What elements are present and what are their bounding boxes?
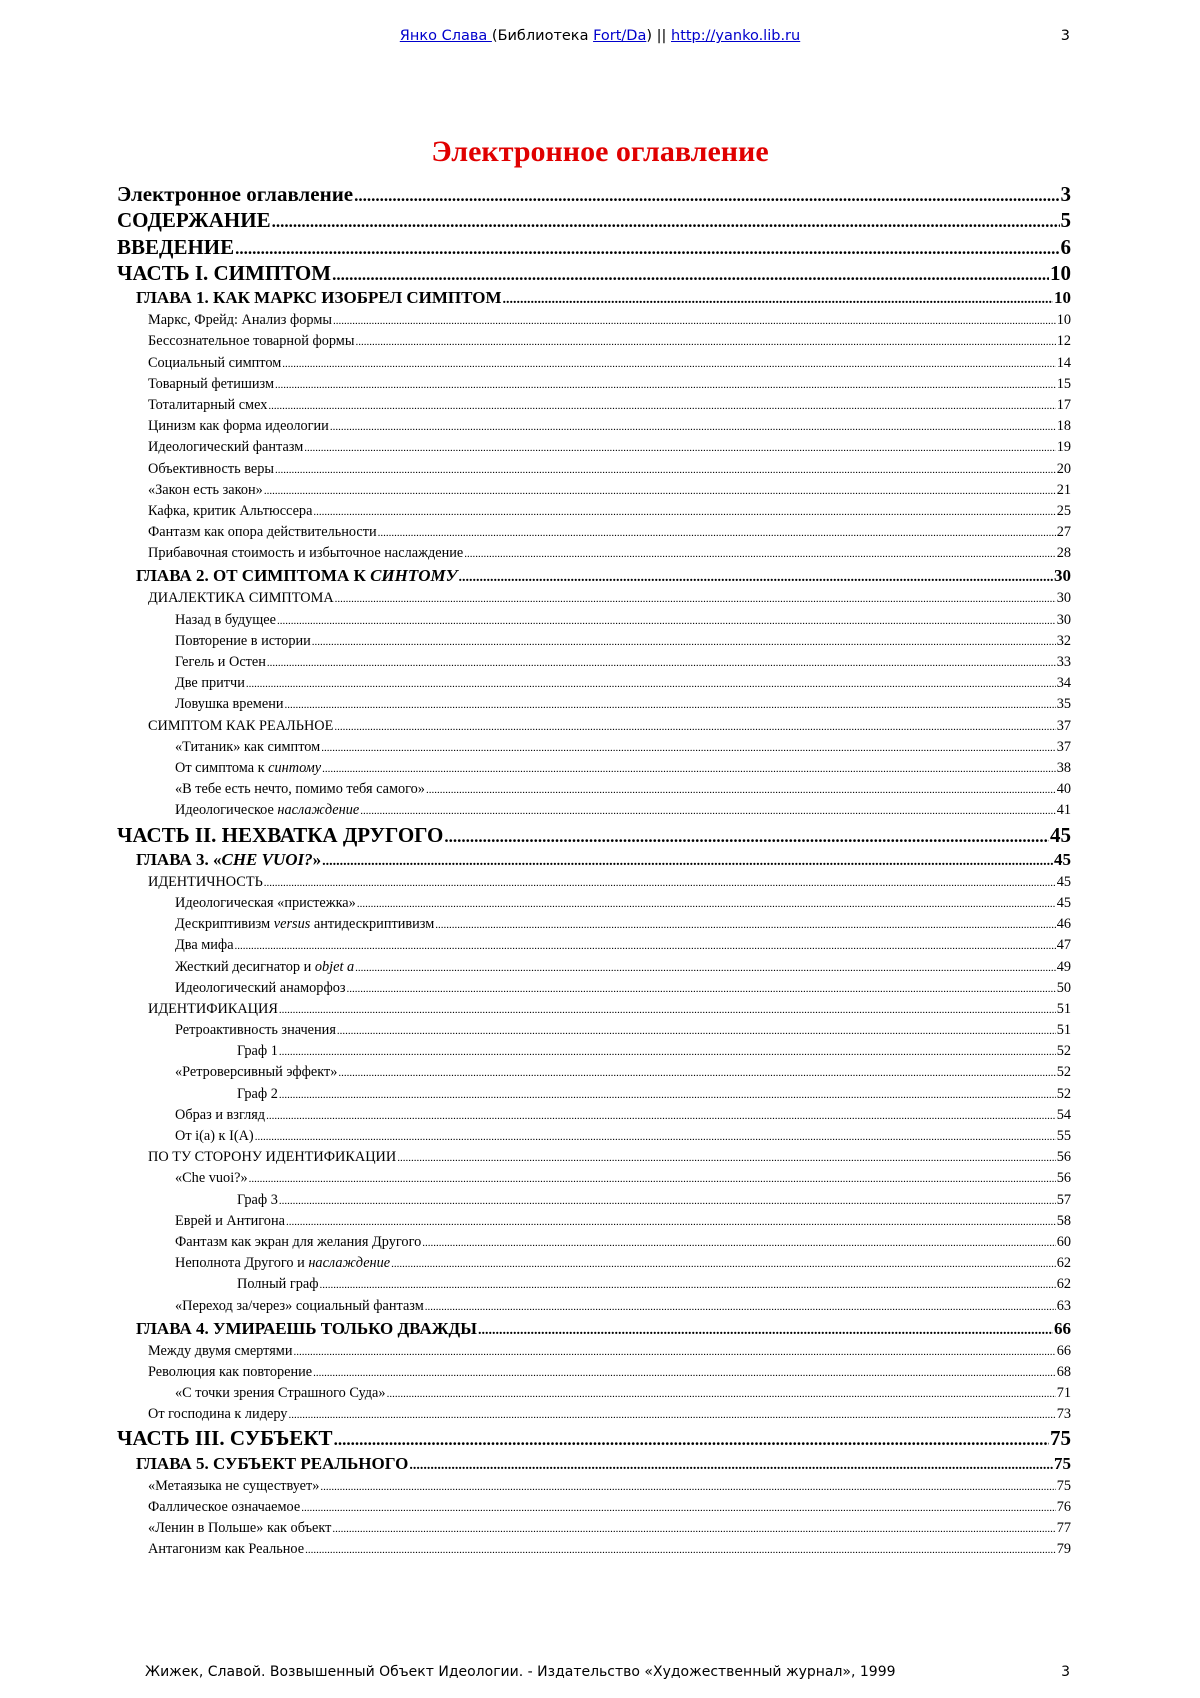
page-header: [0, 28, 1200, 52]
toc-entry-label: СИМПТОМ КАК РЕАЛЬНОЕ: [148, 717, 334, 734]
toc-entry-label: Антагонизм как Реальное: [148, 1541, 305, 1558]
toc-entry-page: 79: [1056, 1541, 1071, 1558]
toc-entry[interactable]: [117, 822, 1071, 848]
toc-entry-label: ЧАСТЬ II. НЕХВАТКА ДРУГОГО: [117, 822, 444, 847]
toc-entry[interactable]: [117, 1105, 1071, 1126]
toc-entry[interactable]: [117, 1211, 1071, 1232]
toc-entry-page: 58: [1056, 1212, 1071, 1229]
toc-leader-dots: [422, 1233, 1055, 1254]
toc-leader-dots: [444, 824, 1049, 850]
toc-leader-dots: [285, 695, 1056, 716]
toc-entry-label: Фантазм как опора действительности: [148, 524, 377, 541]
toc-entry-page: 19: [1056, 439, 1071, 456]
toc-entry-page: 45: [1056, 894, 1071, 911]
toc-leader-dots: [320, 1275, 1056, 1296]
toc-entry[interactable]: [117, 1497, 1071, 1518]
toc-entry[interactable]: [117, 310, 1071, 331]
toc-entry[interactable]: [117, 1232, 1071, 1253]
toc-entry-page: 3: [1060, 182, 1071, 206]
toc-entry-label: Дескриптивизм versus антидескриптивизм: [175, 916, 435, 933]
toc-entry-label: ГЛАВА 2. ОТ СИМПТОМА К СИНТОМУ: [136, 566, 458, 586]
toc-entry-label: Граф 3: [237, 1191, 278, 1208]
toc-leader-dots: [305, 1540, 1056, 1561]
toc-entry-label: Жесткий десигнатор и objet a: [175, 958, 355, 975]
toc-entry-page: 62: [1056, 1276, 1071, 1293]
toc-leader-dots: [322, 759, 1056, 780]
toc-entry-label: «Переход за/через» социальный фантазм: [175, 1297, 424, 1314]
header-page-number: 3: [1060, 28, 1070, 44]
toc-entry-label: Назад в будущее: [175, 611, 276, 628]
toc-leader-dots: [264, 481, 1056, 502]
toc-leader-dots: [304, 438, 1055, 459]
toc-entry-page: 41: [1056, 802, 1071, 819]
toc-entry-label: ПО ТУ СТОРОНУ ИДЕНТИФИКАЦИИ: [148, 1149, 397, 1166]
toc-leader-dots: [458, 566, 1053, 590]
toc-entry-page: 25: [1056, 502, 1071, 519]
toc-entry-page: 75: [1056, 1477, 1071, 1494]
toc-entry[interactable]: [117, 234, 1071, 260]
toc-entry-page: 30: [1056, 611, 1071, 628]
toc-entry-label: Идеологическое наслаждение: [175, 802, 360, 819]
toc-entry-label: ИДЕНТИЧНОСТЬ: [148, 873, 263, 890]
toc-entry-label: ДИАЛЕКТИКА СИМПТОМА: [148, 590, 334, 607]
toc-entry-label: Полный граф: [237, 1276, 319, 1293]
toc-entry-page: 75: [1050, 1426, 1071, 1451]
toc-entry[interactable]: [117, 1190, 1071, 1211]
site-link[interactable]: http://yanko.lib.ru: [671, 28, 801, 44]
toc-entry-page: 54: [1056, 1106, 1071, 1123]
toc-entry-page: 50: [1056, 979, 1071, 996]
toc-leader-dots: [293, 1342, 1055, 1363]
toc-entry-page: 5: [1060, 208, 1071, 233]
toc-entry[interactable]: [117, 374, 1071, 395]
toc-leader-dots: [355, 958, 1056, 979]
toc-entry-label: Неполнота Другого и наслаждение: [175, 1255, 391, 1272]
toc-entry[interactable]: [117, 800, 1071, 821]
toc-leader-dots: [355, 332, 1055, 353]
toc-leader-dots: [255, 1127, 1056, 1148]
toc-entry[interactable]: [117, 1062, 1071, 1083]
toc-entry[interactable]: [117, 737, 1071, 758]
toc-entry-page: 30: [1056, 590, 1071, 607]
toc-leader-dots: [267, 653, 1056, 674]
toc-leader-dots: [337, 1021, 1056, 1042]
toc-leader-dots: [279, 1042, 1056, 1063]
toc-entry[interactable]: [117, 1341, 1071, 1362]
toc-leader-dots: [391, 1254, 1056, 1275]
toc-entry[interactable]: [117, 522, 1071, 543]
toc-entry-page: 12: [1056, 333, 1071, 350]
toc-entry-label: Ретроактивность значения: [175, 1022, 336, 1039]
toc-entry-page: 62: [1056, 1255, 1071, 1272]
toc-entry-label: «В тебе есть нечто, помимо тебя самого»: [175, 781, 425, 798]
toc-entry-page: 6: [1060, 234, 1071, 259]
toc-leader-dots: [397, 1148, 1056, 1169]
toc-entry[interactable]: [117, 779, 1071, 800]
toc-entry-label: От i(a) к I(A): [175, 1128, 254, 1145]
toc-leader-dots: [313, 502, 1055, 523]
toc-entry[interactable]: [117, 1404, 1071, 1425]
toc-entry-label: СОДЕРЖАНИЕ: [117, 208, 271, 233]
toc-entry[interactable]: [117, 1041, 1071, 1062]
toc-entry[interactable]: [117, 957, 1071, 978]
toc-entry[interactable]: [117, 1020, 1071, 1041]
toc-leader-dots: [301, 1498, 1055, 1519]
toc-entry-page: 57: [1056, 1191, 1071, 1208]
toc-entry[interactable]: [117, 353, 1071, 374]
toc-leader-dots: [286, 1212, 1056, 1233]
toc-leader-dots: [464, 544, 1055, 565]
toc-entry-page: 52: [1056, 1085, 1071, 1102]
toc-entry-label: ВВЕДЕНИЕ: [117, 234, 235, 259]
toc-entry-page: 27: [1056, 524, 1071, 541]
toc-entry-label: Идеологическая «пристежка»: [175, 894, 356, 911]
toc-entry-page: 49: [1056, 958, 1071, 975]
toc-leader-dots: [312, 632, 1056, 653]
toc-entry[interactable]: [117, 1168, 1071, 1189]
toc-entry[interactable]: [117, 694, 1071, 715]
toc-leader-dots: [333, 311, 1056, 332]
toc-entry-page: 63: [1056, 1297, 1071, 1314]
toc-entry[interactable]: [117, 501, 1071, 522]
toc-entry-label: Революция как повторение: [148, 1363, 313, 1380]
footer-citation: Жижек, Славой. Возвышенный Объект Идеологии. - Издательство «Художественный журнал», 1999: [145, 1664, 896, 1680]
toc-entry-page: 46: [1056, 916, 1071, 933]
toc-leader-dots: [275, 375, 1056, 396]
toc-entry[interactable]: [117, 588, 1071, 609]
toc-entry-page: 73: [1056, 1406, 1071, 1423]
toc-entry[interactable]: [117, 1084, 1071, 1105]
toc-leader-dots: [246, 674, 1056, 695]
toc-entry-page: 10: [1056, 312, 1071, 329]
toc-entry-label: ГЛАВА 1. КАК МАРКС ИЗОБРЕЛ СИМПТОМ: [136, 288, 502, 308]
toc-entry[interactable]: [117, 1476, 1071, 1497]
toc-entry-label: Две притчи: [175, 675, 245, 692]
toc-entry-page: 56: [1056, 1170, 1071, 1187]
toc-title: Электронное оглавление: [431, 135, 769, 168]
toc-entry[interactable]: [117, 395, 1071, 416]
toc-entry-label: Электронное оглавление: [117, 182, 354, 206]
toc-entry[interactable]: [117, 978, 1071, 999]
toc-entry-label: «Закон есть закон»: [148, 481, 263, 498]
toc-entry-page: 66: [1054, 1318, 1071, 1338]
toc-entry[interactable]: [117, 1296, 1071, 1317]
footer-page-number: 3: [1061, 1664, 1070, 1680]
toc-entry[interactable]: [117, 914, 1071, 935]
toc-leader-dots: [478, 1319, 1053, 1343]
toc-leader-dots: [426, 780, 1056, 801]
toc-entry-page: 34: [1056, 675, 1071, 692]
toc-entry-label: Граф 1: [237, 1043, 278, 1060]
toc-entry-label: Прибавочная стоимость и избыточное наслаждение: [148, 545, 464, 562]
toc-entry-label: ГЛАВА 3. «CHE VUOI?»: [136, 849, 322, 869]
toc-entry[interactable]: [117, 716, 1071, 737]
toc-entry-label: Граф 2: [237, 1085, 278, 1102]
toc-leader-dots: [338, 1063, 1055, 1084]
toc-entry[interactable]: [117, 437, 1071, 458]
toc-entry-page: 21: [1056, 481, 1071, 498]
toc-entry[interactable]: [117, 652, 1071, 673]
toc-entry[interactable]: [117, 1274, 1071, 1295]
toc-entry-label: От симптома к синтому: [175, 759, 322, 776]
toc-leader-dots: [332, 1519, 1055, 1540]
toc-entry-label: Объективность веры: [148, 460, 274, 477]
toc-entry[interactable]: [117, 1317, 1071, 1341]
toc-entry-page: 51: [1056, 1022, 1071, 1039]
toc-entry-page: 10: [1054, 288, 1071, 308]
toc-entry-page: 14: [1056, 354, 1071, 371]
toc-entry[interactable]: [117, 543, 1071, 564]
toc-leader-dots: [334, 1427, 1049, 1453]
toc-entry[interactable]: [117, 999, 1071, 1020]
toc-entry-page: 18: [1056, 418, 1071, 435]
toc-entry[interactable]: [117, 1126, 1071, 1147]
toc-entry[interactable]: [117, 1147, 1071, 1168]
toc-leader-dots: [277, 611, 1056, 632]
toc-entry-page: 45: [1054, 849, 1071, 869]
toc-entry-label: Фаллическое означаемое: [148, 1498, 301, 1515]
toc-leader-dots: [409, 1454, 1053, 1478]
toc-entry-label: Фантазм как экран для желания Другого: [175, 1233, 422, 1250]
toc-entry-page: 15: [1056, 375, 1071, 392]
library-link[interactable]: Fort/Da: [593, 28, 647, 44]
toc-entry-page: 10: [1050, 260, 1071, 285]
library-suffix: ) ||: [646, 28, 671, 44]
toc-entry[interactable]: [117, 1539, 1071, 1560]
toc-entry-page: 71: [1056, 1385, 1071, 1402]
toc-entry[interactable]: [117, 286, 1071, 310]
toc-entry-label: «Che vuoi?»: [175, 1170, 248, 1187]
toc-entry[interactable]: [117, 564, 1071, 588]
toc-entry[interactable]: [117, 1383, 1071, 1404]
toc-entry[interactable]: [117, 459, 1071, 480]
toc-leader-dots: [503, 288, 1053, 312]
toc-entry[interactable]: [117, 848, 1071, 872]
toc-entry-label: Тоталитарный смех: [148, 396, 268, 413]
toc-entry-label: «С точки зрения Страшного Суда»: [175, 1385, 386, 1402]
toc-entry-label: «Ленин в Польше» как объект: [148, 1520, 332, 1537]
toc-entry-page: 56: [1056, 1149, 1071, 1166]
toc-leader-dots: [347, 979, 1056, 1000]
toc-leader-dots: [321, 738, 1056, 759]
toc-leader-dots: [335, 589, 1056, 610]
toc-leader-dots: [313, 1363, 1056, 1384]
toc-entry-page: 40: [1056, 781, 1071, 798]
toc-entry-label: Гегель и Остен: [175, 654, 266, 670]
library-prefix: (Библиотека: [491, 28, 594, 44]
toc-entry-label: Ловушка времени: [175, 696, 284, 713]
toc-entry-label: Образ и взгляд: [175, 1106, 266, 1123]
toc-entry-page: 35: [1056, 696, 1071, 713]
toc-entry[interactable]: [117, 331, 1071, 352]
toc-entry-label: Товарный фетишизм: [148, 375, 275, 392]
toc-leader-dots: [282, 354, 1055, 375]
toc-entry-page: 37: [1056, 717, 1071, 734]
toc-entry[interactable]: [117, 480, 1071, 501]
toc-entry[interactable]: [117, 758, 1071, 779]
toc-leader-dots: [354, 183, 1059, 209]
toc-entry[interactable]: [117, 416, 1071, 437]
toc-entry-page: 37: [1056, 738, 1071, 755]
toc-entry-label: «Титаник» как симптом: [175, 738, 321, 755]
toc-leader-dots: [357, 894, 1056, 915]
toc-entry[interactable]: [117, 610, 1071, 631]
toc-entry[interactable]: [117, 673, 1071, 694]
toc-entry-page: 76: [1056, 1498, 1071, 1515]
toc-entry[interactable]: [117, 207, 1071, 233]
toc-entry-label: ГЛАВА 5. СУБЪЕКТ РЕАЛЬНОГО: [136, 1453, 409, 1473]
toc-entry-page: 47: [1056, 937, 1071, 954]
toc-entry-page: 20: [1056, 460, 1071, 477]
toc-entry-page: 75: [1054, 1453, 1071, 1473]
table-of-contents: [117, 181, 1071, 1561]
toc-leader-dots: [288, 1405, 1055, 1426]
toc-leader-dots: [235, 236, 1059, 262]
toc-entry[interactable]: [117, 1518, 1071, 1539]
toc-entry-label: ЧАСТЬ I. СИМПТОМ: [117, 260, 332, 285]
toc-leader-dots: [320, 1477, 1055, 1498]
toc-entry-page: 38: [1056, 759, 1071, 776]
toc-entry-label: Цинизм как форма идеологии: [148, 418, 329, 435]
toc-entry-page: 66: [1056, 1342, 1071, 1359]
toc-entry-page: 51: [1056, 1000, 1071, 1017]
toc-entry-page: 52: [1056, 1043, 1071, 1060]
toc-entry-page: 60: [1056, 1233, 1071, 1250]
toc-entry-label: ИДЕНТИФИКАЦИЯ: [148, 1000, 278, 1017]
toc-entry-label: Социальный симптом: [148, 354, 282, 371]
toc-leader-dots: [378, 523, 1056, 544]
header-citation: [0, 28, 1200, 44]
toc-entry[interactable]: [117, 631, 1071, 652]
toc-leader-dots: [272, 209, 1060, 235]
toc-leader-dots: [279, 1085, 1056, 1106]
toc-entry-page: 52: [1056, 1064, 1071, 1081]
toc-leader-dots: [330, 417, 1056, 438]
toc-leader-dots: [387, 1384, 1056, 1405]
toc-entry-label: «Ретроверсивный эффект»: [175, 1064, 338, 1081]
toc-entry[interactable]: [117, 1362, 1071, 1383]
toc-entry-label: ГЛАВА 4. УМИРАЕШЬ ТОЛЬКО ДВАЖДЫ: [136, 1318, 477, 1338]
toc-leader-dots: [332, 262, 1049, 288]
toc-entry-page: 68: [1056, 1363, 1071, 1380]
toc-entry-page: 55: [1056, 1128, 1071, 1145]
toc-leader-dots: [264, 873, 1056, 894]
toc-entry-label: Идеологический фантазм: [148, 439, 304, 456]
toc-entry-label: Кафка, критик Альтюссера: [148, 502, 313, 519]
toc-leader-dots: [275, 460, 1056, 481]
toc-entry-label: Два мифа: [175, 937, 234, 954]
toc-entry-page: 45: [1056, 873, 1071, 890]
toc-entry-page: 32: [1056, 632, 1071, 649]
toc-leader-dots: [360, 801, 1056, 822]
toc-leader-dots: [249, 1169, 1056, 1190]
toc-entry-page: 77: [1056, 1520, 1071, 1537]
toc-entry[interactable]: [117, 893, 1071, 914]
toc-leader-dots: [334, 717, 1055, 738]
toc-entry[interactable]: [117, 935, 1071, 956]
toc-entry-page: 33: [1056, 654, 1071, 670]
toc-entry-page: 30: [1054, 566, 1071, 586]
toc-leader-dots: [266, 1106, 1056, 1127]
toc-entry[interactable]: [117, 1253, 1071, 1274]
toc-entry[interactable]: [117, 181, 1071, 207]
toc-entry-label: Идеологический анаморфоз: [175, 979, 346, 996]
toc-entry[interactable]: [117, 260, 1071, 286]
toc-leader-dots: [435, 915, 1055, 936]
toc-entry[interactable]: [117, 1452, 1071, 1476]
toc-leader-dots: [235, 936, 1056, 957]
toc-leader-dots: [279, 1000, 1056, 1021]
toc-entry-label: Бессознательное товарной формы: [148, 333, 355, 350]
toc-entry-page: 28: [1056, 545, 1071, 562]
toc-entry-label: Еврей и Антигона: [175, 1212, 285, 1229]
toc-leader-dots: [425, 1297, 1056, 1318]
toc-entry[interactable]: [117, 1425, 1071, 1451]
toc-entry-label: Между двумя смертями: [148, 1342, 293, 1359]
toc-entry-page: 17: [1056, 396, 1071, 413]
toc-entry-page: 45: [1050, 822, 1071, 847]
toc-entry-label: ЧАСТЬ III. СУБЪЕКТ: [117, 1426, 333, 1451]
toc-entry-label: Повторение в истории: [175, 632, 311, 649]
toc-entry-label: Маркс, Фрейд: Анализ формы: [148, 312, 333, 329]
toc-entry-label: «Метаязыка не существует»: [148, 1477, 320, 1494]
toc-leader-dots: [322, 850, 1053, 874]
toc-leader-dots: [268, 396, 1055, 417]
toc-entry[interactable]: [117, 872, 1071, 893]
toc-entry-label: От господина к лидеру: [148, 1406, 288, 1423]
toc-leader-dots: [279, 1191, 1056, 1212]
author-link[interactable]: Янко Слава: [399, 28, 492, 44]
